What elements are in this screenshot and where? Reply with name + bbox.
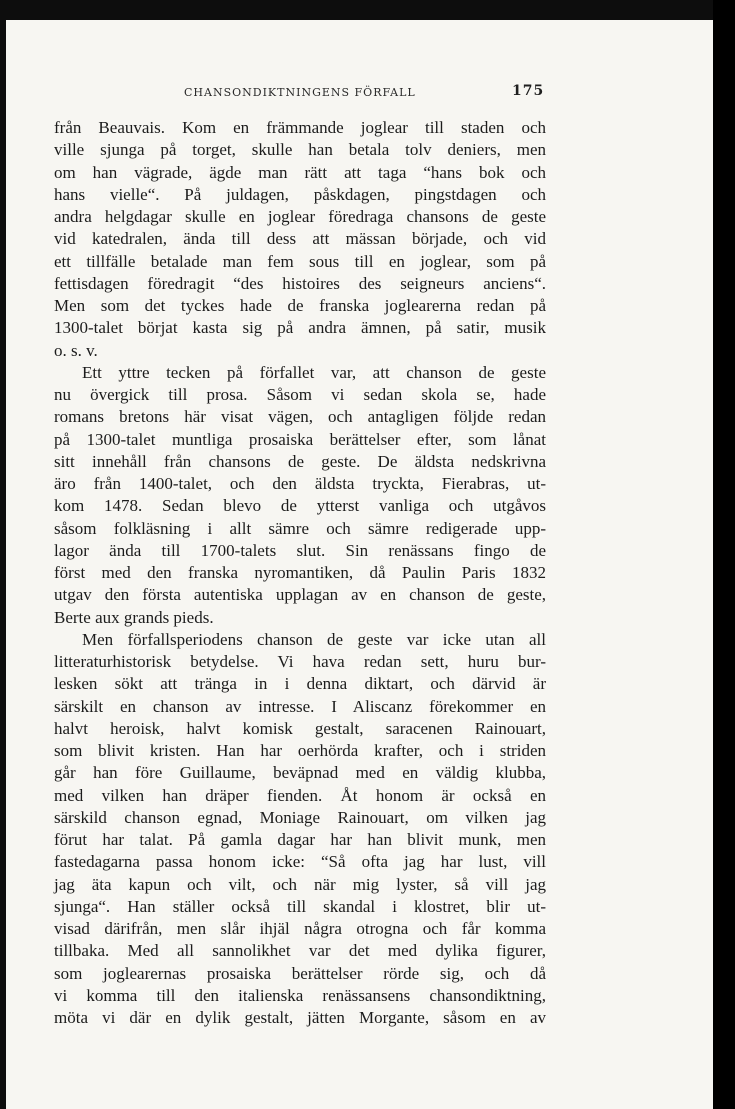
page-number: 175 (512, 83, 545, 99)
text-line: litteraturhistorisk betydelse. Vi hava redan sett, huru bur- (54, 652, 546, 671)
text-line: sitt innehåll från chansons de geste. De äldsta nedskrivna (54, 451, 546, 471)
text-line: från Beauvais. Kom en främmande joglear till staden och (54, 118, 546, 137)
text-line: utgav den första autentiska upplagan av en chanson de geste, (54, 585, 546, 605)
text-line: Ett yttre tecken på förfallet var, att chanson de geste (82, 362, 546, 382)
text-line: Men förfallsperiodens chanson de geste var icke utan all (82, 629, 546, 649)
text-line: hans vielle“. På juldagen, påskdagen, pingstdagen och (54, 184, 546, 204)
text-line: jag äta kapun och vilt, och när mig lyster, så vill jag (54, 874, 546, 894)
text-line: på 1300-talet muntliga prosaiska berättelser efter, som lånat (54, 429, 546, 449)
text-line: kom 1478. Sedan blevo de ytterst vanliga och utgåvos (54, 496, 546, 516)
text-line: lagor ända till 1700-talets slut. Sin renässans fingo de (54, 540, 546, 560)
text-line: romans bretons här visat vägen, och antagligen följde redan (54, 407, 546, 427)
text-line: halvt heroisk, halvt komisk gestalt, saracenen Rainouart, (54, 718, 546, 738)
text-line: såsom folkläsning i allt sämre och sämre redigerade upp- (54, 518, 546, 538)
text-line: särskild chanson egnad, Moniage Rainouart, om vilken jag (54, 807, 546, 827)
text-line: först med den franska nyromantiken, då Paulin Paris 1832 (54, 563, 546, 582)
text-line: Berte aux grands pieds. (54, 607, 214, 627)
text-line: visad därifrån, men slår ihjäl några otrogna och får komma (54, 919, 546, 938)
book-page (6, 20, 713, 1109)
text-line: nu övergick till prosa. Såsom vi sedan skola se, hade (54, 385, 546, 404)
text-line: särskilt en chanson av intresse. I Aliscanz förekommer en (54, 696, 546, 716)
text-line: tillbaka. Med all sannolikhet var det med dylika figurer, (54, 941, 546, 961)
text-line: o. s. v. (54, 340, 98, 360)
text-line: med vilken han dräper fienden. Åt honom är också en (54, 785, 546, 805)
running-head: CHANSONDIKTNINGENS FÖRFALL (184, 86, 416, 99)
text-line: 1300-talet börjat kasta sig på andra ämnen, på satir, musik (54, 318, 546, 338)
text-line: som blivit kristen. Han har oerhörda krafter, och i striden (54, 741, 546, 760)
text-line: andra helgdagar skulle en joglear föredraga chansons de geste (54, 207, 546, 226)
text-line: som joglearernas prosaiska berättelser rörde sig, och då (54, 963, 546, 983)
text-line: sjunga“. Han ställer också till skandal i klostret, blir ut- (54, 896, 546, 916)
text-line: Men som det tyckes hade de franska joglearerna redan på (54, 296, 546, 315)
text-line: vid katedralen, ända till dess att mässan började, och vid (54, 229, 546, 249)
scan-border (713, 0, 735, 1109)
text-line: fettisdagen föredragit “des histoires des seigneurs anciens“. (54, 273, 546, 293)
text-line: vi komma till den italienska renässansens chansondiktning, (54, 985, 546, 1005)
text-line: ville sjunga på torget, skulle han betala tolv deniers, men (54, 140, 546, 160)
text-line: möta vi där en dylik gestalt, jätten Morgante, såsom en av (54, 1008, 546, 1027)
text-line: om han vägrade, ägde man rätt att taga “hans bok och (54, 162, 546, 182)
text-line: fastedagarna passa honom icke: “Så ofta jag har lust, vill (54, 852, 546, 872)
text-line: förut har talat. På gamla dagar har han blivit munk, men (54, 830, 546, 849)
text-line: ett tillfälle betalade man fem sous till en joglear, som på (54, 251, 546, 271)
text-line: äro från 1400-talet, och den äldsta tryckta, Fierabras, ut- (54, 474, 546, 493)
text-line: går han före Guillaume, beväpnad med en väldig klubba, (54, 763, 546, 783)
text-line: lesken sökt att tränga in i denna diktart, och därvid är (54, 674, 546, 694)
body-text (54, 117, 546, 1029)
